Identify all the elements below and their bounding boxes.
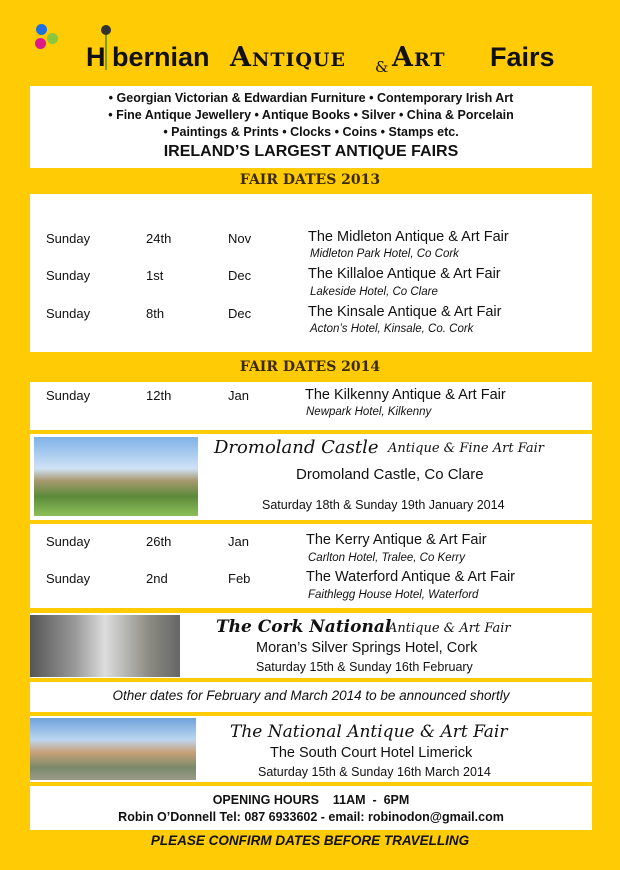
fair-dates: Saturday 18th & Sunday 19th January 2014 [262, 498, 505, 512]
fairs-2013-panel [30, 194, 592, 352]
national-panel [30, 716, 592, 782]
intro-panel [30, 86, 592, 168]
fair-date: 24th [146, 231, 172, 246]
fair-date: 12th [146, 388, 172, 403]
fair-name: The Waterford Antique & Art Fair [306, 569, 515, 585]
announcement: Other dates for February and March 2014 to be announced shortly [30, 682, 592, 712]
fair-subtitle: Antique & Fine Art Fair [388, 441, 544, 456]
fair-month: Feb [228, 571, 251, 586]
fair-day: Sunday [46, 534, 91, 549]
fair-venue: Lakeside Hotel, Co Clare [310, 286, 438, 298]
confirm-warning: PLEASE CONFIRM DATES BEFORE TRAVELLING [150, 833, 470, 848]
tagline: IRELAND’S LARGEST ANTIQUE FAIRS [163, 143, 459, 160]
fair-dates: Saturday 15th & Sunday 16th February [256, 660, 473, 674]
logo-art: Art [392, 42, 446, 73]
pin-head-icon [101, 25, 111, 35]
logo-fairs: Fairs [490, 42, 555, 72]
logo-h: H [86, 42, 106, 72]
footer-panel [30, 786, 592, 830]
fair-month: Jan [228, 534, 249, 549]
opening-hours: OPENING HOURS 11AM - 6PM [212, 793, 410, 807]
fair-month: Dec [228, 268, 252, 283]
fair-venue: Acton’s Hotel, Kinsale, Co. Cork [310, 323, 474, 335]
fair-name: The Midleton Antique & Art Fair [308, 229, 509, 245]
fair-title: Dromoland Castle [214, 437, 379, 458]
fair-day: Sunday [46, 388, 91, 403]
fair-day: Sunday [46, 571, 91, 586]
hotel-image [30, 615, 180, 677]
fair-venue: Moran’s Silver Springs Hotel, Cork [256, 640, 478, 656]
fairs-2014-panel [30, 524, 592, 608]
kilkenny-panel [30, 382, 592, 430]
fair-name: The Kerry Antique & Art Fair [306, 532, 487, 548]
dromoland-panel [30, 434, 592, 520]
intro-line: • Paintings & Prints • Clocks • Coins • Stamps etc. [163, 125, 459, 139]
logo-antique: Antique [230, 42, 346, 73]
fair-date: 1st [146, 268, 164, 283]
fair-name: The Kinsale Antique & Art Fair [308, 304, 502, 320]
fair-venue: Newpark Hotel, Kilkenny [306, 406, 432, 418]
pink-dot-icon [35, 38, 46, 49]
fair-dates: Saturday 15th & Sunday 16th March 2014 [258, 765, 491, 779]
fair-venue: Midleton Park Hotel, Co Cork [310, 248, 459, 260]
fair-name: The Killaloe Antique & Art Fair [308, 266, 501, 282]
fair-subtitle: Antique & Art Fair [388, 621, 511, 636]
fair-venue: Carlton Hotel, Tralee, Co Kerry [308, 552, 466, 564]
fair-venue: The South Court Hotel Limerick [270, 745, 473, 761]
fair-date: 26th [146, 534, 172, 549]
fair-day: Sunday [46, 306, 91, 321]
fair-date: 8th [146, 306, 165, 321]
heading-2014: FAIR DATES 2014 [239, 359, 381, 375]
fair-month: Dec [228, 306, 252, 321]
fair-title: The National Antique & Art Fair [230, 722, 508, 742]
fair-month: Jan [228, 388, 249, 403]
fair-day: Sunday [46, 268, 91, 283]
castle-image [34, 437, 198, 516]
fair-venue: Dromoland Castle, Co Clare [296, 466, 484, 483]
intro-line: • Georgian Victorian & Edwardian Furniture • Contemporary Irish Art [108, 91, 514, 105]
intro-line: • Fine Antique Jewellery • Antique Books • Silver • China & Porcelain [108, 108, 514, 122]
logo-amp: & [375, 58, 389, 76]
fair-date: 2nd [146, 571, 168, 586]
blue-dot-icon [36, 24, 47, 35]
contact-info: Robin O’Donnell Tel: 087 6933602 - email: robinodon@gmail.com [118, 810, 504, 824]
fair-title: The Cork National [216, 617, 392, 637]
hotel-image [30, 718, 196, 780]
cork-panel [30, 613, 592, 678]
fair-month: Nov [228, 231, 252, 246]
fair-name: The Kilkenny Antique & Art Fair [305, 387, 506, 403]
fair-day: Sunday [46, 231, 91, 246]
logo-bernian: bernian [112, 42, 210, 72]
green-dot-icon [47, 33, 58, 44]
heading-2013: FAIR DATES 2013 [239, 172, 381, 188]
fair-venue: Faithlegg House Hotel, Waterford [308, 589, 479, 601]
logo [30, 20, 590, 80]
